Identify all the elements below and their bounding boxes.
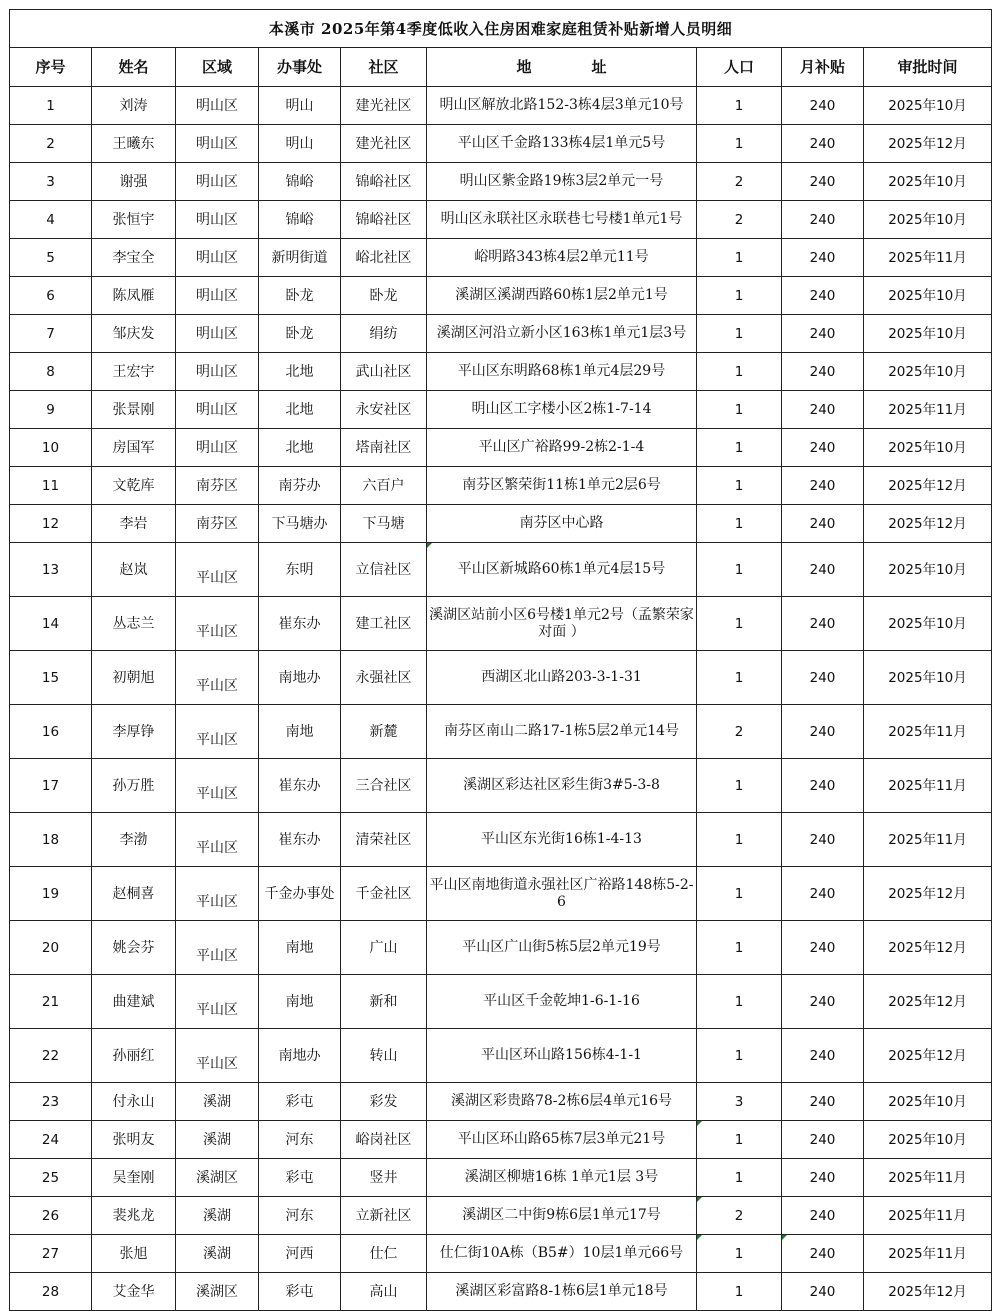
header-people: 人口 (697, 48, 782, 87)
cell-community: 绢纺 (341, 315, 427, 353)
cell-region: 溪湖区 (176, 1273, 259, 1311)
cell-seq: 6 (10, 277, 92, 315)
cell-region: 明山区 (176, 163, 259, 201)
cell-community: 高山 (341, 1273, 427, 1311)
cell-office: 北地 (259, 391, 341, 429)
cell-subsidy: 240 (782, 87, 864, 125)
cell-subsidy: 240 (782, 505, 864, 543)
cell-approval: 2025年11月 (864, 1159, 992, 1197)
cell-approval: 2025年11月 (864, 813, 992, 867)
cell-community: 立信社区 (341, 543, 427, 597)
table-title: 本溪市 2025年第4季度低收入住房困难家庭租赁补贴新增人员明细 (10, 10, 992, 48)
cell-name: 艾金华 (92, 1273, 176, 1311)
cell-name: 文乾库 (92, 467, 176, 505)
cell-name: 邹庆发 (92, 315, 176, 353)
cell-address: 平山区广裕路99-2栋2-1-4 (427, 429, 697, 467)
cell-address: 溪湖区柳塘16栋 1单元1层 3号 (427, 1159, 697, 1197)
cell-community: 新麓 (341, 705, 427, 759)
cell-people: 1 (697, 1273, 782, 1311)
cell-seq: 8 (10, 353, 92, 391)
cell-name: 赵岚 (92, 543, 176, 597)
subsidy-table (9, 9, 992, 1311)
cell-region: 平山区 (176, 975, 259, 1029)
cell-community: 永安社区 (341, 391, 427, 429)
cell-address: 平山区环山路65栋7层3单元21号 (427, 1121, 697, 1159)
cell-name: 张景刚 (92, 391, 176, 429)
cell-name: 房国军 (92, 429, 176, 467)
cell-seq: 26 (10, 1197, 92, 1235)
table-body (10, 87, 992, 1311)
cell-address: 仕仁街10A栋（B5#）10层1单元66号 (427, 1235, 697, 1273)
cell-community: 清荣社区 (341, 813, 427, 867)
cell-region: 平山区 (176, 1029, 259, 1083)
cell-approval: 2025年10月 (864, 651, 992, 705)
table-row (10, 867, 992, 921)
cell-community: 峪岗社区 (341, 1121, 427, 1159)
cell-people: 1 (697, 1121, 782, 1159)
cell-region: 平山区 (176, 921, 259, 975)
cell-address: 溪湖区彩达社区彩生街3#5-3-8 (427, 759, 697, 813)
cell-approval: 2025年11月 (864, 391, 992, 429)
cell-office: 崔东办 (259, 759, 341, 813)
table-row (10, 1197, 992, 1235)
cell-seq: 2 (10, 125, 92, 163)
cell-approval: 2025年12月 (864, 1273, 992, 1311)
cell-seq: 19 (10, 867, 92, 921)
table-row (10, 1273, 992, 1311)
cell-address: 溪湖区溪湖西路60栋1层2单元1号 (427, 277, 697, 315)
cell-seq: 14 (10, 597, 92, 651)
cell-community: 彩发 (341, 1083, 427, 1121)
cell-community: 峪北社区 (341, 239, 427, 277)
cell-address: 明山区永联社区永联巷七号楼1单元1号 (427, 201, 697, 239)
cell-people: 1 (697, 543, 782, 597)
cell-region: 明山区 (176, 353, 259, 391)
table-row (10, 705, 992, 759)
table-row (10, 315, 992, 353)
cell-subsidy: 240 (782, 1273, 864, 1311)
cell-region: 溪湖 (176, 1197, 259, 1235)
cell-community: 塔南社区 (341, 429, 427, 467)
cell-community: 新和 (341, 975, 427, 1029)
table-row (10, 543, 992, 597)
cell-subsidy: 240 (782, 759, 864, 813)
header-community: 社区 (341, 48, 427, 87)
table-row (10, 813, 992, 867)
cell-people: 1 (697, 651, 782, 705)
cell-people: 1 (697, 125, 782, 163)
cell-region: 溪湖 (176, 1235, 259, 1273)
cell-office: 明山 (259, 125, 341, 163)
cell-region: 溪湖 (176, 1083, 259, 1121)
cell-region: 溪湖区 (176, 1159, 259, 1197)
cell-subsidy: 240 (782, 1029, 864, 1083)
cell-office: 南地 (259, 705, 341, 759)
cell-seq: 20 (10, 921, 92, 975)
cell-community: 下马塘 (341, 505, 427, 543)
cell-office: 南地办 (259, 651, 341, 705)
cell-office: 崔东办 (259, 813, 341, 867)
cell-community: 锦峪社区 (341, 163, 427, 201)
table-row (10, 759, 992, 813)
cell-address: 平山区新城路60栋1单元4层15号 (427, 543, 697, 597)
cell-approval: 2025年11月 (864, 1197, 992, 1235)
cell-community: 六百户 (341, 467, 427, 505)
table-row (10, 163, 992, 201)
cell-office: 北地 (259, 353, 341, 391)
table-row (10, 651, 992, 705)
cell-region: 平山区 (176, 705, 259, 759)
cell-seq: 18 (10, 813, 92, 867)
cell-name: 李岩 (92, 505, 176, 543)
cell-subsidy: 240 (782, 1235, 864, 1273)
cell-subsidy: 240 (782, 867, 864, 921)
cell-office: 彩屯 (259, 1273, 341, 1311)
cell-approval: 2025年12月 (864, 467, 992, 505)
cell-region: 平山区 (176, 651, 259, 705)
cell-region: 南芬区 (176, 505, 259, 543)
table-row (10, 429, 992, 467)
cell-seq: 27 (10, 1235, 92, 1273)
cell-address: 南芬区南山二路17-1栋5层2单元14号 (427, 705, 697, 759)
cell-people: 2 (697, 1197, 782, 1235)
cell-address: 溪湖区彩贵路78-2栋6层4单元16号 (427, 1083, 697, 1121)
cell-subsidy: 240 (782, 543, 864, 597)
cell-subsidy: 240 (782, 1121, 864, 1159)
cell-subsidy: 240 (782, 163, 864, 201)
cell-region: 平山区 (176, 597, 259, 651)
cell-community: 建光社区 (341, 87, 427, 125)
cell-seq: 1 (10, 87, 92, 125)
cell-people: 1 (697, 315, 782, 353)
cell-name: 陈凤雁 (92, 277, 176, 315)
cell-address: 西湖区北山路203-3-1-31 (427, 651, 697, 705)
cell-subsidy: 240 (782, 975, 864, 1029)
cell-address: 峪明路343栋4层2单元11号 (427, 239, 697, 277)
cell-name: 赵桐喜 (92, 867, 176, 921)
cell-people: 1 (697, 87, 782, 125)
cell-approval: 2025年12月 (864, 125, 992, 163)
cell-approval: 2025年10月 (864, 315, 992, 353)
cell-subsidy: 240 (782, 1197, 864, 1235)
cell-address: 平山区东明路68栋1单元4层29号 (427, 353, 697, 391)
cell-region: 明山区 (176, 391, 259, 429)
table-row (10, 597, 992, 651)
cell-name: 张恒宇 (92, 201, 176, 239)
cell-office: 彩屯 (259, 1159, 341, 1197)
cell-name: 曲建斌 (92, 975, 176, 1029)
cell-name: 王曦东 (92, 125, 176, 163)
cell-name: 孙万胜 (92, 759, 176, 813)
cell-region: 平山区 (176, 813, 259, 867)
cell-approval: 2025年10月 (864, 543, 992, 597)
cell-office: 崔东办 (259, 597, 341, 651)
cell-address: 平山区环山路156栋4-1-1 (427, 1029, 697, 1083)
cell-name: 吴奎刚 (92, 1159, 176, 1197)
cell-name: 裴兆龙 (92, 1197, 176, 1235)
cell-subsidy: 240 (782, 705, 864, 759)
cell-office: 南地 (259, 921, 341, 975)
cell-name: 李厚铮 (92, 705, 176, 759)
cell-office: 彩屯 (259, 1083, 341, 1121)
cell-people: 2 (697, 201, 782, 239)
cell-approval: 2025年12月 (864, 975, 992, 1029)
cell-community: 锦峪社区 (341, 201, 427, 239)
cell-community: 千金社区 (341, 867, 427, 921)
table-row (10, 921, 992, 975)
cell-name: 刘涛 (92, 87, 176, 125)
table-row (10, 1029, 992, 1083)
cell-office: 千金办事处 (259, 867, 341, 921)
cell-subsidy: 240 (782, 391, 864, 429)
cell-address: 溪湖区二中街9栋6层1单元17号 (427, 1197, 697, 1235)
cell-community: 竖井 (341, 1159, 427, 1197)
cell-address: 平山区千金乾坤1-6-1-16 (427, 975, 697, 1029)
cell-people: 1 (697, 597, 782, 651)
cell-approval: 2025年10月 (864, 1121, 992, 1159)
cell-approval: 2025年11月 (864, 705, 992, 759)
cell-region: 明山区 (176, 239, 259, 277)
table-row (10, 1121, 992, 1159)
header-office: 办事处 (259, 48, 341, 87)
cell-office: 新明街道 (259, 239, 341, 277)
cell-region: 明山区 (176, 87, 259, 125)
cell-office: 南芬办 (259, 467, 341, 505)
cell-subsidy: 240 (782, 651, 864, 705)
cell-subsidy: 240 (782, 921, 864, 975)
cell-community: 建光社区 (341, 125, 427, 163)
cell-subsidy: 240 (782, 429, 864, 467)
table-row (10, 975, 992, 1029)
cell-seq: 13 (10, 543, 92, 597)
cell-approval: 2025年11月 (864, 239, 992, 277)
cell-community: 广山 (341, 921, 427, 975)
cell-approval: 2025年12月 (864, 1029, 992, 1083)
header-row (10, 48, 992, 87)
cell-approval: 2025年10月 (864, 277, 992, 315)
cell-seq: 15 (10, 651, 92, 705)
cell-subsidy: 240 (782, 813, 864, 867)
cell-approval: 2025年12月 (864, 505, 992, 543)
cell-people: 1 (697, 1029, 782, 1083)
cell-people: 1 (697, 505, 782, 543)
cell-people: 1 (697, 759, 782, 813)
cell-community: 卧龙 (341, 277, 427, 315)
cell-people: 3 (697, 1083, 782, 1121)
cell-subsidy: 240 (782, 467, 864, 505)
cell-subsidy: 240 (782, 125, 864, 163)
cell-community: 建工社区 (341, 597, 427, 651)
cell-seq: 4 (10, 201, 92, 239)
cell-community: 转山 (341, 1029, 427, 1083)
cell-office: 锦峪 (259, 163, 341, 201)
cell-approval: 2025年10月 (864, 201, 992, 239)
cell-subsidy: 240 (782, 277, 864, 315)
cell-address: 平山区东光街16栋1-4-13 (427, 813, 697, 867)
cell-people: 1 (697, 975, 782, 1029)
cell-people: 1 (697, 813, 782, 867)
cell-subsidy: 240 (782, 315, 864, 353)
cell-office: 卧龙 (259, 315, 341, 353)
cell-seq: 11 (10, 467, 92, 505)
cell-community: 武山社区 (341, 353, 427, 391)
cell-office: 卧龙 (259, 277, 341, 315)
cell-address: 明山区紫金路19栋3层2单元一号 (427, 163, 697, 201)
cell-address: 平山区南地街道永强社区广裕路148栋5-2-6 (427, 867, 697, 921)
cell-subsidy: 240 (782, 353, 864, 391)
table-row (10, 391, 992, 429)
cell-name: 谢强 (92, 163, 176, 201)
cell-seq: 21 (10, 975, 92, 1029)
table-row (10, 1159, 992, 1197)
cell-name: 张明友 (92, 1121, 176, 1159)
cell-community: 永强社区 (341, 651, 427, 705)
table-row (10, 125, 992, 163)
cell-seq: 5 (10, 239, 92, 277)
cell-office: 河东 (259, 1197, 341, 1235)
cell-seq: 22 (10, 1029, 92, 1083)
cell-people: 2 (697, 163, 782, 201)
cell-seq: 7 (10, 315, 92, 353)
cell-name: 付永山 (92, 1083, 176, 1121)
cell-address: 南芬区繁荣街11栋1单元2层6号 (427, 467, 697, 505)
cell-approval: 2025年12月 (864, 867, 992, 921)
table-row (10, 277, 992, 315)
cell-subsidy: 240 (782, 201, 864, 239)
cell-subsidy: 240 (782, 1083, 864, 1121)
cell-address: 溪湖区彩富路8-1栋6层1单元18号 (427, 1273, 697, 1311)
table-row (10, 1083, 992, 1121)
cell-office: 下马塘办 (259, 505, 341, 543)
cell-seq: 17 (10, 759, 92, 813)
cell-office: 锦峪 (259, 201, 341, 239)
header-subsidy: 月补贴 (782, 48, 864, 87)
cell-approval: 2025年11月 (864, 1235, 992, 1273)
cell-region: 明山区 (176, 125, 259, 163)
cell-office: 北地 (259, 429, 341, 467)
header-region: 区域 (176, 48, 259, 87)
cell-people: 1 (697, 1235, 782, 1273)
spreadsheet (9, 9, 991, 1311)
cell-seq: 12 (10, 505, 92, 543)
cell-approval: 2025年11月 (864, 759, 992, 813)
cell-seq: 16 (10, 705, 92, 759)
cell-approval: 2025年10月 (864, 1083, 992, 1121)
cell-office: 东明 (259, 543, 341, 597)
cell-seq: 24 (10, 1121, 92, 1159)
cell-region: 明山区 (176, 429, 259, 467)
cell-seq: 25 (10, 1159, 92, 1197)
table-row (10, 87, 992, 125)
cell-subsidy: 240 (782, 597, 864, 651)
table-row (10, 505, 992, 543)
cell-approval: 2025年10月 (864, 353, 992, 391)
header-approval: 审批时间 (864, 48, 992, 87)
cell-seq: 10 (10, 429, 92, 467)
cell-address: 溪湖区站前小区6号楼1单元2号（孟繁荣家对面 ） (427, 597, 697, 651)
cell-office: 南地办 (259, 1029, 341, 1083)
cell-address: 平山区广山街5栋5层2单元19号 (427, 921, 697, 975)
cell-people: 1 (697, 867, 782, 921)
cell-office: 南地 (259, 975, 341, 1029)
cell-region: 溪湖 (176, 1121, 259, 1159)
table-row (10, 201, 992, 239)
cell-region: 平山区 (176, 543, 259, 597)
cell-name: 王宏宇 (92, 353, 176, 391)
cell-people: 1 (697, 921, 782, 975)
header-name: 姓名 (92, 48, 176, 87)
cell-name: 李宝全 (92, 239, 176, 277)
cell-community: 仕仁 (341, 1235, 427, 1273)
cell-address: 溪湖区河沿立新小区163栋1单元1层3号 (427, 315, 697, 353)
cell-region: 平山区 (176, 759, 259, 813)
cell-subsidy: 240 (782, 1159, 864, 1197)
cell-name: 张旭 (92, 1235, 176, 1273)
cell-seq: 9 (10, 391, 92, 429)
cell-region: 明山区 (176, 201, 259, 239)
cell-name: 李渤 (92, 813, 176, 867)
cell-approval: 2025年10月 (864, 597, 992, 651)
cell-name: 姚会芬 (92, 921, 176, 975)
cell-region: 明山区 (176, 277, 259, 315)
table-row (10, 353, 992, 391)
cell-address: 明山区解放北路152-3栋4层3单元10号 (427, 87, 697, 125)
cell-office: 明山 (259, 87, 341, 125)
header-seq: 序号 (10, 48, 92, 87)
cell-people: 1 (697, 277, 782, 315)
cell-region: 明山区 (176, 315, 259, 353)
table-row (10, 1235, 992, 1273)
cell-approval: 2025年10月 (864, 163, 992, 201)
cell-people: 2 (697, 705, 782, 759)
cell-people: 1 (697, 1159, 782, 1197)
cell-community: 三合社区 (341, 759, 427, 813)
header-address: 地 址 (427, 48, 697, 87)
cell-approval: 2025年10月 (864, 87, 992, 125)
cell-address: 明山区工字楼小区2栋1-7-14 (427, 391, 697, 429)
cell-people: 1 (697, 239, 782, 277)
cell-seq: 28 (10, 1273, 92, 1311)
cell-name: 丛志兰 (92, 597, 176, 651)
cell-name: 孙丽红 (92, 1029, 176, 1083)
cell-seq: 3 (10, 163, 92, 201)
cell-subsidy: 240 (782, 239, 864, 277)
cell-community: 立新社区 (341, 1197, 427, 1235)
cell-address: 平山区千金路133栋4层1单元5号 (427, 125, 697, 163)
table-row (10, 467, 992, 505)
table-row (10, 239, 992, 277)
cell-approval: 2025年10月 (864, 429, 992, 467)
cell-office: 河东 (259, 1121, 341, 1159)
cell-people: 1 (697, 353, 782, 391)
cell-name: 初朝旭 (92, 651, 176, 705)
cell-region: 平山区 (176, 867, 259, 921)
cell-seq: 23 (10, 1083, 92, 1121)
cell-people: 1 (697, 391, 782, 429)
cell-people: 1 (697, 429, 782, 467)
cell-approval: 2025年12月 (864, 921, 992, 975)
cell-office: 河西 (259, 1235, 341, 1273)
cell-people: 1 (697, 467, 782, 505)
cell-region: 南芬区 (176, 467, 259, 505)
cell-address: 南芬区中心路 (427, 505, 697, 543)
